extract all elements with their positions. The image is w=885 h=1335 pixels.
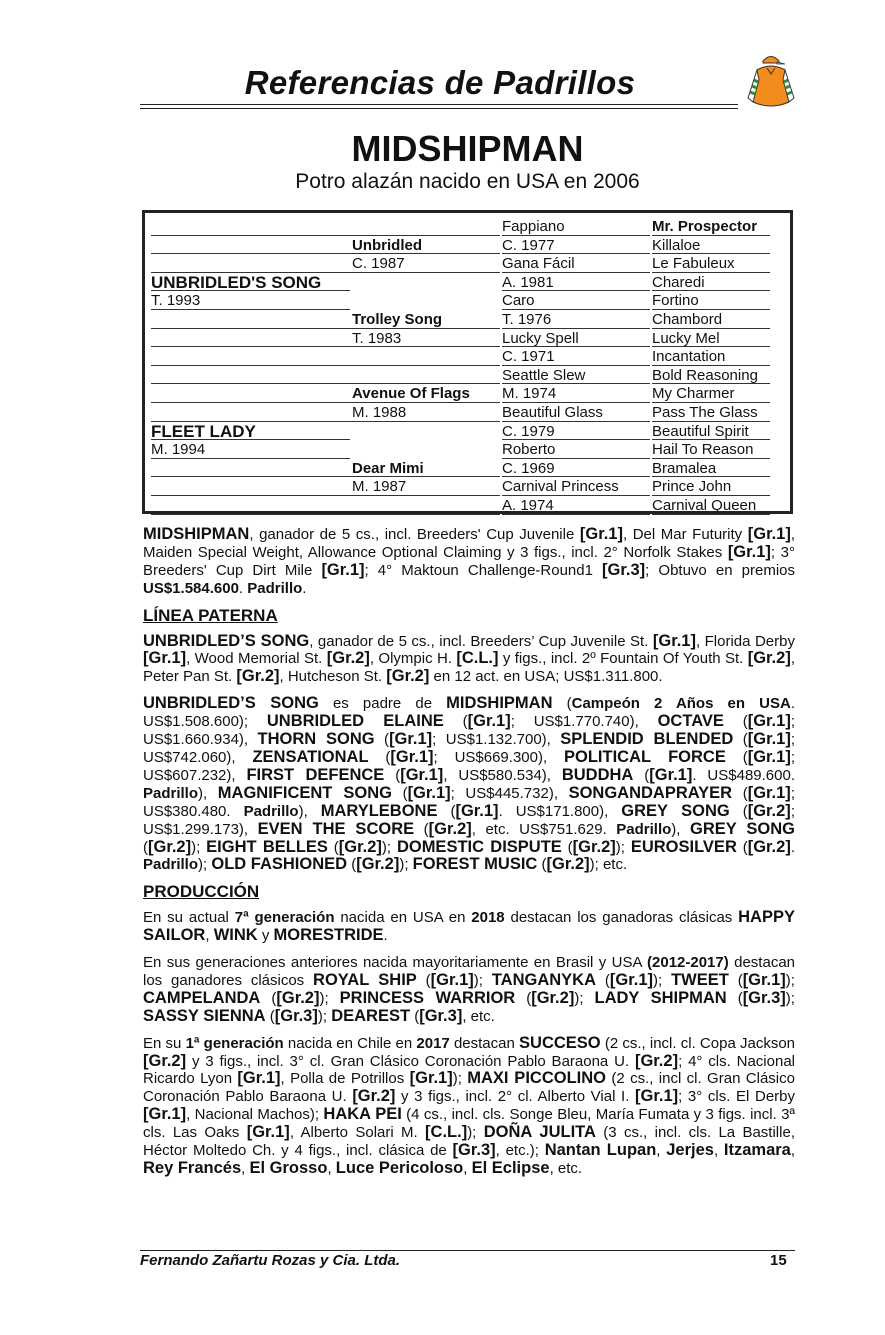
pedigree-cell: Roberto — [502, 441, 556, 459]
pedigree-cell: Mr. Prospector — [652, 218, 758, 235]
pedigree-row — [151, 273, 782, 292]
pedigree-cell: Fortino — [652, 292, 699, 310]
footer-rule — [140, 1250, 795, 1251]
pedigree-cell: M. 1988 — [352, 404, 407, 421]
pedigree-cell: A. 1981 — [502, 273, 554, 291]
pedigree-cell: Fappiano — [502, 218, 565, 235]
pedigree-cell: A. 1974 — [502, 497, 554, 514]
pedigree-cell: C. 1969 — [502, 459, 555, 477]
pedigree-row — [151, 366, 782, 385]
pedigree-row — [151, 459, 782, 478]
pedigree-cell: Carnival Queen — [652, 497, 757, 514]
pedigree-cell: Lucky Mel — [652, 329, 720, 347]
pedigree-cell: My Charmer — [652, 385, 735, 403]
pedigree-rule — [502, 514, 650, 515]
pedigree-cell: M. 1974 — [502, 385, 557, 403]
summary-paragraph: MIDSHIPMAN, ganador de 5 cs., incl. Breeders' Cup Juvenile [Gr.1], Del Mar Futurity [Gr.1], Maiden Special Weight, Allowance Optional Claiming y 3 figs., incl. 2° Norfolk Stakes [Gr.1]; 3° Breeders' Cup Dirt Mile [Gr.1]; 4° Maktoun Challenge-Round1 [Gr.3]; Obtuvo en premios US$1.584.600. Padrillo. — [143, 525, 796, 597]
produccion-paragraph-1: En su actual 7ª generación nacida en USA en 2018 destacan los ganadoras clásicas HAPPY SAILOR, WINK y MORESTRIDE. — [143, 908, 795, 945]
linea-paragraph-1: UNBRIDLED’S SONG, ganador de 5 cs., incl. Breeders’ Cup Juvenile St. [Gr.1], Florida Derby [Gr.1], Wood Memorial St. [Gr.2], Olympic H. [C.L.] y figs., incl. 2º Fountain Of Youth St. [Gr.2], Peter Pan St. [Gr.2], Hutcheson St. [Gr.2] en 12 act. en USA; US$1.311.800. — [143, 631, 795, 686]
pedigree-cell: Lucky Spell — [502, 329, 579, 347]
produccion-paragraph-2: En sus generaciones anteriores nacida mayoritariamente en Brasil y USA (2012-2017) destacan los ganadores clásicos ROYAL SHIP ([Gr.1]); TANGANYKA ([Gr.1]); TWEET ([Gr.1]); CAMPELANDA ([Gr.2]); PRINCESS WARRIOR ([Gr.2]); LADY SHIPMAN ([Gr.3]); SASSY SIENNA ([Gr.3]); DEAREST ([Gr.3], etc. — [143, 954, 796, 1025]
pedigree-row — [151, 310, 782, 329]
pedigree-row — [151, 440, 782, 459]
pedigree-cell: C. 1971 — [502, 348, 555, 366]
page-title: Referencias de Padrillos — [244, 64, 636, 101]
pedigree-cell: Beautiful Spirit — [652, 422, 749, 440]
pedigree-cell: Trolley Song — [352, 311, 443, 328]
pedigree-cell: C. 1979 — [502, 422, 555, 440]
page-header — [140, 52, 800, 112]
pedigree-cell: C. 1977 — [502, 236, 555, 254]
pedigree-row — [151, 217, 782, 236]
pedigree-row — [151, 291, 782, 310]
jockey-silks-icon — [743, 52, 799, 112]
pedigree-cell: Carnival Princess — [502, 478, 619, 496]
pedigree-cell: Caro — [502, 292, 535, 310]
pedigree-cell: UNBRIDLED'S SONG — [151, 272, 322, 292]
pedigree-cell: Incantation — [652, 348, 726, 366]
pedigree-table — [142, 210, 793, 514]
pedigree-cell: Gana Fácil — [502, 255, 575, 273]
pedigree-cell: Le Fabuleux — [652, 255, 735, 273]
pedigree-cell: M. 1994 — [151, 441, 206, 459]
pedigree-row — [151, 236, 782, 255]
pedigree-row — [151, 384, 782, 403]
pedigree-row — [151, 254, 782, 273]
pedigree-cell: Avenue Of Flags — [352, 385, 470, 403]
pedigree-cell: Dear Mimi — [352, 459, 424, 477]
pedigree-cell: C. 1987 — [352, 255, 405, 273]
pedigree-row — [151, 496, 782, 515]
pedigree-row — [151, 422, 782, 441]
pedigree-row — [151, 347, 782, 366]
pedigree-row — [151, 329, 782, 348]
pedigree-cell: Killaloe — [652, 236, 701, 254]
pedigree-row — [151, 403, 782, 422]
pedigree-rule — [151, 514, 500, 515]
pedigree-cell: Beautiful Glass — [502, 404, 603, 421]
pedigree-cell: Charedi — [652, 273, 705, 291]
pedigree-cell: Hail To Reason — [652, 441, 754, 459]
footer-company: Fernando Zañartu Rozas y Cia. Ltda. — [140, 1252, 401, 1269]
horse-name: MIDSHIPMAN — [351, 128, 584, 169]
pedigree-cell: T. 1993 — [151, 292, 201, 310]
header-rule — [140, 104, 738, 105]
produccion-paragraph-3: En su 1ª generación nacida en Chile en 2017 destacan SUCCESO (2 cs., incl. cl. Copa Jackson [Gr.2] y 3 figs., incl. 3° cl. Gran Clásico Coronación Pablo Baraona U. [Gr.2]; 4° cls. Nacional Ricardo Lyon [Gr.1], Polla de Potrillos [Gr.1]); MAXI PICCOLINO (2 cs., incl cl. Gran Clásico Coronación Pablo Baraona U. [Gr.2] y 3 figs., incl. 2° cl. Alberto Vial I. [Gr.1]; 3° cls. El Derby [Gr.1], Nacional Machos); HAKA PEI (4 cs., incl. cls. Songe Bleu, María Fumata y 3 figs. incl. 3ª cls. Las Oaks [Gr.1], Alberto Solari M. [C.L.]); DOÑA JULITA (3 cs., incl. cls. La Bastille, Héctor Moltedo Ch. y 4 figs., incl. clásica de [Gr.3], etc.); Nantan Lupan, Jerjes, Itzamara, Rey Francés, El Grosso, Luce Pericoloso, El Eclipse, etc. — [143, 1033, 796, 1177]
pedigree-cell: FLEET LADY — [151, 421, 256, 441]
section-heading-linea-paterna: LÍNEA PATERNA — [143, 605, 278, 625]
main-text — [143, 526, 795, 1187]
pedigree-cell: M. 1987 — [352, 478, 407, 496]
pedigree-cell: T. 1983 — [352, 329, 402, 347]
section-heading-produccion: PRODUCCIÓN — [143, 882, 260, 902]
pedigree-rule — [652, 514, 770, 515]
pedigree-cell: Pass The Glass — [652, 404, 758, 421]
pedigree-cell: Bold Reasoning — [652, 366, 758, 384]
pedigree-cell: Bramalea — [652, 459, 717, 477]
page-number: 15 — [770, 1252, 787, 1269]
header-rule — [140, 108, 738, 109]
pedigree-cell: Seattle Slew — [502, 366, 586, 384]
pedigree-cell: Unbridled — [352, 236, 422, 254]
linea-paragraph-2: UNBRIDLED’S SONG es padre de MIDSHIPMAN (Campeón 2 Años en USA. US$1.508.600); UNBRIDLED ELAINE ([Gr.1]; US$1.770.740), OCTAVE ([Gr.1]; US$1.660.934), THORN SONG ([Gr.1]; US$1.132.700), SPLENDID BLENDED ([Gr.1]; US$742.060), ZENSATIONAL ([Gr.1]; US$669.300), POLITICAL FORCE ([Gr.1]; US$607.232), FIRST DEFENCE ([Gr.1], US$580.534), BUDDHA ([Gr.1]. US$489.600. Padrillo), MAGNIFICENT SONG ([Gr.1]; US$445.732), SONGANDAPRAYER ([Gr.1]; US$380.480. Padrillo), MARYLEBONE ([Gr.1]. US$171.800), GREY SONG ([Gr.2]; US$1.299.173), EVEN THE SCORE ([Gr.2], etc. US$751.629. Padrillo), GREY SONG ([Gr.2]); EIGHT BELLES ([Gr.2]); DOMESTIC DISPUTE ([Gr.2]); EUROSILVER ([Gr.2]. Padrillo); OLD FASHIONED ([Gr.2]); FOREST MUSIC ([Gr.2]); etc. — [143, 694, 796, 874]
pedigree-row — [151, 477, 782, 496]
pedigree-cell: T. 1976 — [502, 311, 552, 328]
horse-description: Potro alazán nacido en USA en 2006 — [295, 170, 640, 193]
pedigree-cell: Chambord — [652, 311, 723, 328]
pedigree-cell: Prince John — [652, 478, 732, 496]
